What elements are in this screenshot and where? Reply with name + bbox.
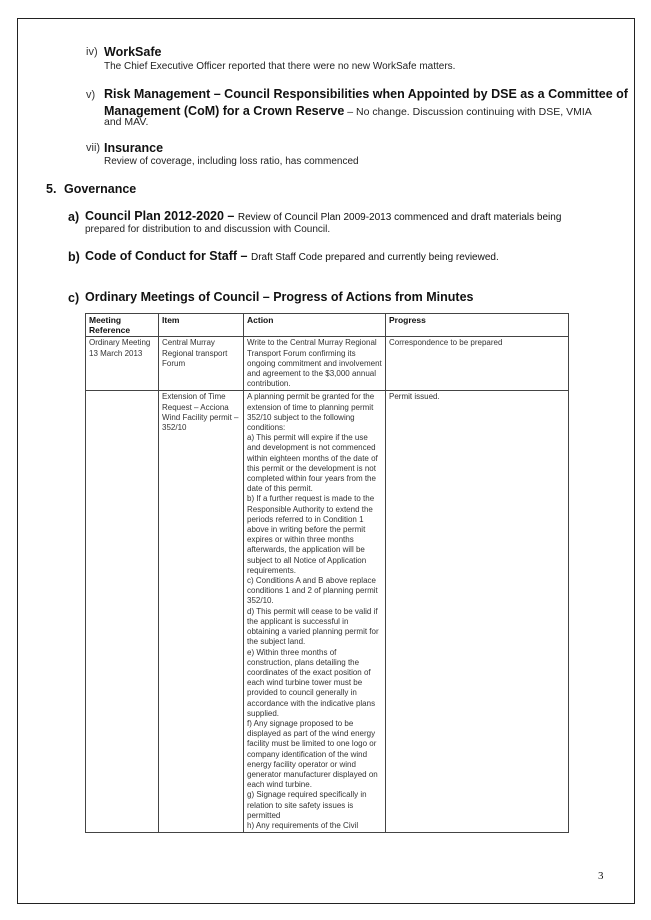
cell-action <box>244 337 386 391</box>
col-header-action: Action <box>244 314 386 337</box>
subitem-letter: b) <box>68 250 80 264</box>
item-title-insurance: Insurance <box>104 141 164 155</box>
table-row <box>86 391 569 833</box>
col-header-meeting-reference: Meeting Reference <box>86 314 159 337</box>
cell-meeting-reference <box>86 391 159 833</box>
action-condition-h: h) Any requirements of the Civil <box>247 820 359 830</box>
item-text-insurance: Review of coverage, including loss ratio, has commenced <box>104 156 359 167</box>
subitem-title-ordinary-meetings: Ordinary Meetings of Council – Progress of Actions from Minutes <box>85 290 474 304</box>
action-condition-g: g) Signage required specifically in relation to site safety issues is permitted <box>247 790 367 820</box>
subitem-title-code-of-conduct: Code of Conduct for Staff <box>85 249 238 263</box>
subitem-letter: a) <box>68 210 80 224</box>
item-text-worksafe: The Chief Executive Officer reported that there were no new WorkSafe matters. <box>104 61 456 72</box>
cell-action <box>244 391 386 833</box>
action-condition-c: c) Conditions A and B above replace conditions 1 and 2 of planning permit 352/10. <box>247 576 378 606</box>
item-number: iv) <box>86 46 98 58</box>
action-condition-a: a) This permit will expire if the use and development is not commenced within eighteen months of the date of this permit or the development is not completed within four years from the date of this permit. <box>247 433 378 494</box>
cell-progress: Permit issued. <box>386 391 569 833</box>
item-title-worksafe: WorkSafe <box>104 45 162 59</box>
item-text-risk-line3: and MAV. <box>104 116 149 128</box>
subitem-text-council-plan-line2: prepared for distribution to and discussion with Council. <box>85 224 331 235</box>
table-header-row <box>86 314 569 337</box>
item-title-risk-line2 <box>104 102 592 120</box>
page-number: 3 <box>598 870 604 882</box>
subitem-sep: – <box>223 209 238 223</box>
cell-meeting-reference: Ordinary Meeting 13 March 2013 <box>86 337 159 391</box>
action-condition-b: b) If a further request is made to the Responsible Authority to extend the periods referred to in Condition 1 above in writing before the permit expires or within three months afterwards, the application will be subject to all Notice of Application requirements. <box>247 494 375 575</box>
col-header-progress: Progress <box>386 314 569 337</box>
cell-progress: Correspondence to be prepared <box>386 337 569 391</box>
section-number: 5. <box>46 182 57 196</box>
item-text-risk: – No change. Discussion continuing with DSE, VMIA <box>344 106 592 118</box>
table-row <box>86 337 569 391</box>
subitem-letter: c) <box>68 291 80 305</box>
subitem-title-council-plan: Council Plan 2012-2020 <box>85 209 224 223</box>
col-header-item: Item <box>159 314 244 337</box>
action-paragraph: A planning permit be granted for the extension of time to planning permit 352/10 subject to the following conditions: <box>247 392 375 433</box>
action-paragraph: Write to the Central Murray Regional Transport Forum confirming its ongoing commitment and involvement and agreement to the $3,000 annual contribution. <box>247 338 382 389</box>
action-condition-e: e) Within three months of construction, plans detailing the coordinates of the exact position of each wind turbine tower must be provided to council generally in accordance with the indicative plans supplied. <box>247 647 376 718</box>
item-title-risk-line1: Risk Management – Council Responsibilities when Appointed by DSE as a Committee of <box>104 87 628 101</box>
subitem-code-of-conduct <box>85 249 499 265</box>
item-number: vii) <box>86 142 101 154</box>
item-number: v) <box>86 89 96 101</box>
cell-item: Central Murray Regional transport Forum <box>159 337 244 391</box>
action-condition-d: d) This permit will cease to be valid if the applicant is successful in obtaining a varied planning permit for the subject land. <box>247 606 379 647</box>
subitem-sep: – <box>237 249 251 263</box>
subitem-text-council-plan: Review of Council Plan 2009-2013 commenced and draft materials being <box>237 212 562 223</box>
item-title-risk-bold: Management (CoM) for a Crown Reserve <box>104 104 345 118</box>
action-condition-f: f) Any signage proposed to be displayed as part of the wind energy facility must be limited to one logo or company identification of the wind energy facility operator or wind generator manufacturer displayed on each wind turbine. <box>247 718 378 790</box>
actions-table <box>85 313 569 833</box>
section-title: Governance <box>64 182 137 196</box>
cell-item: Extension of Time Request – Acciona Wind Facility permit – 352/10 <box>159 391 244 833</box>
subitem-text-code-of-conduct: Draft Staff Code prepared and currently being reviewed. <box>250 252 499 263</box>
